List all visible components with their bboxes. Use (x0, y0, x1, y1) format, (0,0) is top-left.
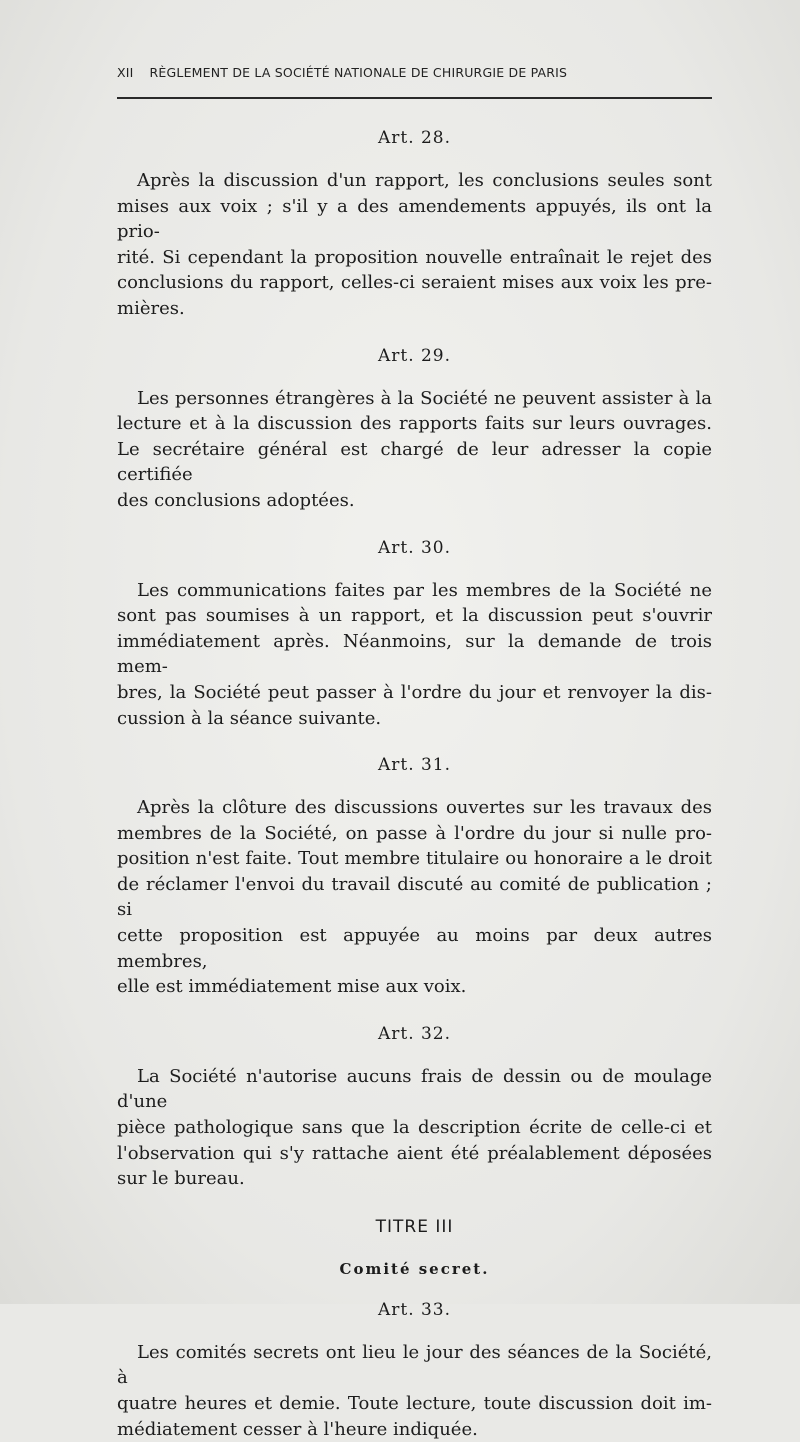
text-line: sur le bureau. (117, 1168, 245, 1190)
article-heading: Art. 30. (377, 537, 452, 558)
header-rule (117, 97, 712, 99)
text-line: Après la clôture des discussions ouvertes sur les travaux des (137, 797, 712, 819)
text-line: pièce pathologique sans que la description écrite de celle-ci et (117, 1117, 712, 1139)
article-text (117, 386, 712, 514)
running-header (117, 65, 712, 80)
article-heading: Art. 32. (377, 1023, 452, 1044)
page-body (117, 124, 712, 1442)
text-line: mises aux voix ; s'il y a des amendements appuyés, ils ont la prio- (117, 195, 712, 243)
article-text (117, 1064, 712, 1192)
text-line: elle est immédiatement mise aux voix. (117, 976, 467, 998)
article-heading: Art. 31. (377, 755, 452, 776)
article-heading: Art. 28. (377, 128, 452, 148)
article-text (117, 168, 712, 322)
text-line: Les personnes étrangères à la Société ne peuvent assister à la (137, 387, 712, 409)
text-line: des conclusions adoptées. (117, 489, 355, 511)
text-line: quatre heures et demie. Toute lecture, toute discussion doit im- (117, 1393, 712, 1414)
text-line: Les comités secrets ont lieu le jour des séances de la Société, à (117, 1341, 712, 1389)
text-line: cussion à la séance suivante. (117, 707, 382, 729)
section-subtitle: Comité secret. (339, 1259, 490, 1278)
page-folio: XII (117, 65, 134, 80)
text-line: La Société n'autorise aucuns frais de dessin ou de moulage d'une (117, 1065, 712, 1113)
running-title: RÈGLEMENT DE LA SOCIÉTÉ NATIONALE DE CHIRURGIE DE PARIS (149, 65, 568, 80)
article-text (117, 795, 712, 1000)
text-line: rité. Si cependant la proposition nouvelle entraînait le rejet des (117, 246, 712, 268)
text-line: mières. (117, 297, 185, 319)
text-line: Le secrétaire général est chargé de leur adresser la copie certifiée (117, 438, 712, 486)
text-line: conclusions du rapport, celles-ci seraient mises aux voix les pre- (117, 272, 712, 294)
article-text (117, 578, 712, 732)
article-heading: Art. 33. (377, 1299, 452, 1320)
text-line: médiatement cesser à l'heure indiquée. (117, 1418, 478, 1440)
text-line: l'observation qui s'y rattache aient été préalablement déposées (117, 1142, 712, 1164)
text-line: Les communications faites par les membres de la Société ne (137, 579, 712, 601)
text-line: membres de la Société, on passe à l'ordre du jour si nulle pro- (117, 822, 712, 844)
text-line: de réclamer l'envoi du travail discuté au comité de publication ; si (117, 873, 712, 921)
text-line: Après la discussion d'un rapport, les conclusions seules sont (137, 170, 712, 191)
text-line: lecture et à la discussion des rapports faits sur leurs ouvrages. (117, 413, 712, 435)
section-title: TITRE III (375, 1216, 454, 1237)
text-line: immédiatement après. Néanmoins, sur la demande de trois mem- (117, 630, 712, 678)
article-text (117, 1340, 712, 1442)
text-line: position n'est faite. Tout membre titulaire ou honoraire a le droit (117, 848, 712, 870)
article-heading: Art. 29. (377, 345, 452, 366)
text-line: bres, la Société peut passer à l'ordre du jour et renvoyer la dis- (117, 681, 712, 703)
text-line: cette proposition est appuyée au moins par deux autres membres, (117, 925, 712, 972)
text-line: sont pas soumises à un rapport, et la discussion peut s'ouvrir (117, 605, 712, 627)
